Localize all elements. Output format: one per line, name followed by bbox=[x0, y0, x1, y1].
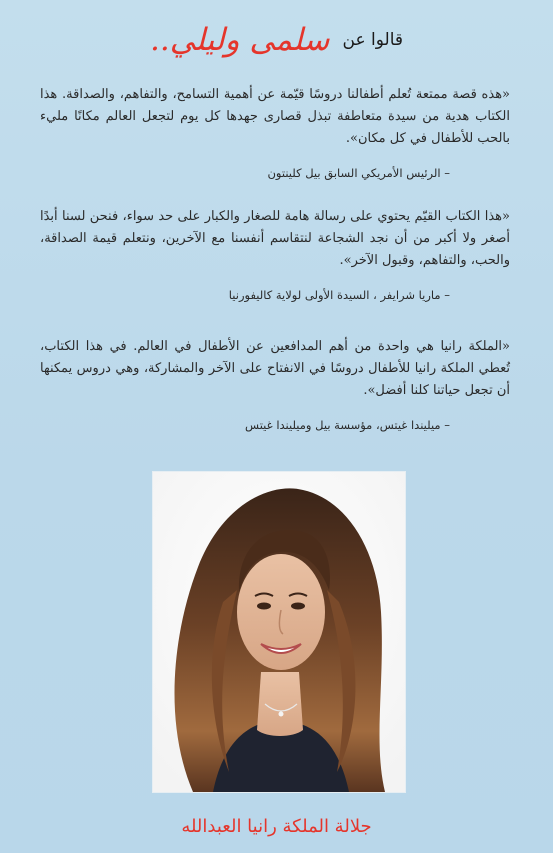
book-title: سلمى وليلي.. bbox=[149, 22, 330, 58]
portrait-photo bbox=[153, 472, 405, 792]
portrait-illustration bbox=[153, 472, 405, 792]
testimonial-text: «هذا الكتاب القيّم يحتوي على رسالة هامة للصغار والكبار على حد سواء، فنحن لسنا أبدًا أصغر ولا أكبر من أن نجد الشجاعة لنتقاسم أنفسنا مع الآخرين، ونتعلم قيمة الصداقة، والحب، والتفاهم، وقبول الآخر». bbox=[40, 209, 510, 268]
photo-caption: جلالة الملكة رانيا العبدالله bbox=[181, 816, 372, 837]
testimonial-attribution: – ماريا شرايفر ، السيدة الأولى لولاية كاليفورنيا bbox=[228, 288, 450, 302]
testimonial-2 bbox=[40, 206, 510, 302]
testimonial-attribution: – ميليندا غيتس، مؤسسة بيل وميليندا غيتس bbox=[245, 418, 450, 432]
page-header bbox=[0, 22, 553, 58]
testimonial-text: «الملكة رانيا هي واحدة من أهم المدافعين عن الأطفال في العالم. في هذا الكتاب، تُعطي الملكة رانيا للأطفال دروسًا في الانفتاح على الآخر والمشاركة، وهي دروس يمكنها أن تجعل حياتنا كلنا أفضل». bbox=[40, 339, 510, 398]
testimonial-attribution: – الرئيس الأمريكي السابق بيل كلينتون bbox=[267, 166, 450, 180]
testimonial-3 bbox=[40, 336, 510, 432]
header-lead: قالوا عن bbox=[342, 30, 403, 50]
testimonial-1 bbox=[40, 84, 510, 180]
testimonial-text: «هذه قصة ممتعة تُعلم أطفالنا دروسًا قيّمة عن أهمية التسامح، والتفاهم، والصداقة. هذا الكتاب هدية من سيدة متعاطفة تبذل قصارى جهدها كل يوم لتجعل العالم مكانًا مليء بالحب للأطفال في كل مكان». bbox=[40, 87, 510, 146]
